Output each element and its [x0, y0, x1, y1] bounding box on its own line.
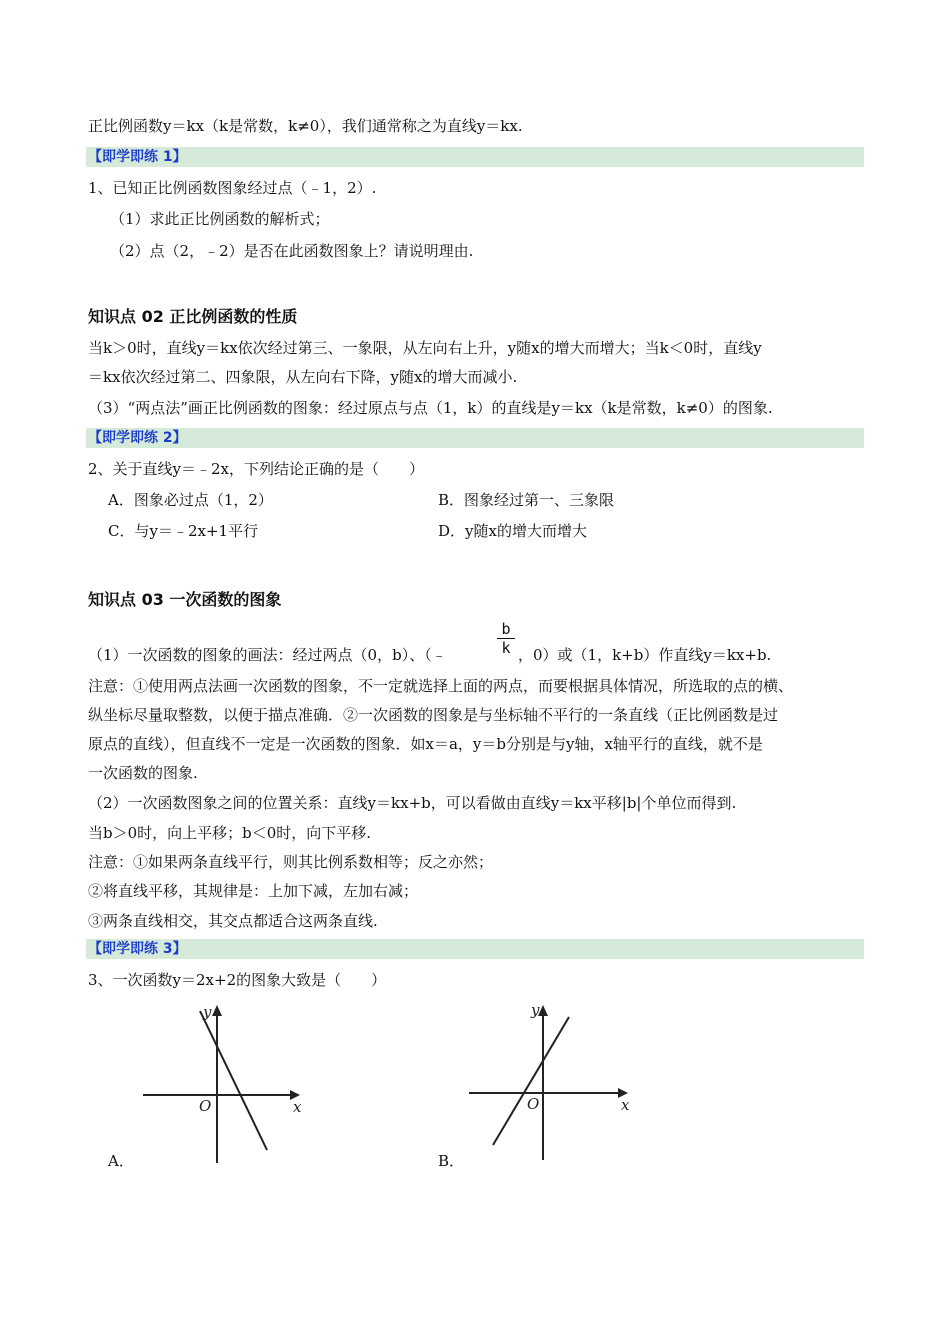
function-line — [200, 1011, 267, 1150]
x-axis-label: x — [293, 1098, 302, 1116]
question-2-option-b: B．图象经过第一、三象限 — [438, 491, 615, 509]
question-1-part-1: （1）求此正比例函数的解析式； — [110, 210, 330, 228]
note-line-4: 一次函数的图象. — [88, 764, 198, 782]
note-line-7: ③两条直线相交，其交点都适合这两条直线. — [88, 912, 378, 930]
graph-b-label: B． — [438, 1152, 465, 1170]
question-2-option-c: C．与y＝﹣2x+1平行 — [108, 522, 259, 540]
property-line-2: ＝kx依次经过第二、四象限，从左向右下降，y随x的增大而减小. — [88, 368, 518, 386]
fraction-b-over-k — [497, 620, 515, 657]
origin-label: O — [199, 1097, 212, 1115]
practice-band-1: 【即学即练 1】 — [86, 147, 864, 167]
practice-band-3: 【即学即练 3】 — [86, 939, 864, 959]
intro-line: 正比例函数y＝kx（k是常数，k≠0），我们通常称之为直线y＝kx. — [88, 117, 523, 135]
question-1: 1、已知正比例函数图象经过点（﹣1，2）. — [88, 179, 377, 197]
note-line-6: ②将直线平移，其规律是：上加下减，左加右减； — [88, 882, 419, 900]
drawing-method-line-post: ，0）或（1，k+b）作直线y＝kx+b. — [518, 646, 772, 664]
fraction-numerator: b — [497, 620, 515, 639]
y-axis-label: y — [203, 1003, 212, 1021]
graph-a-label: A． — [108, 1152, 134, 1170]
function-line — [493, 1017, 569, 1145]
section-heading-03: 知识点 03 一次函数的图象 — [88, 590, 282, 609]
note-line-3: 原点的直线），但直线不一定是一次函数的图象．如x＝a，y＝b分别是与y轴，x轴平行的直线，就不是 — [88, 735, 763, 753]
note-line-5: 注意：①如果两条直线平行，则其比例系数相等；反之亦然； — [88, 853, 494, 871]
practice-band-2: 【即学即练 2】 — [86, 428, 864, 448]
fraction-denominator: k — [501, 639, 511, 657]
origin-label: O — [527, 1095, 540, 1113]
question-2-option-a: A．图象必过点（1，2） — [108, 491, 273, 509]
y-axis-arrow — [538, 1005, 548, 1016]
position-relation-line: （2）一次函数图象之间的位置关系：直线y＝kx+b，可以看做由直线y＝kx平移|b|个单位而得到. — [88, 794, 737, 812]
note-line-2: 纵坐标尽量取整数，以便于描点准确．②一次函数的图象是与坐标轴不平行的一条直线（正比例函数是过 — [88, 706, 779, 724]
section-heading-02: 知识点 02 正比例函数的性质 — [88, 307, 298, 326]
y-axis-arrow — [212, 1005, 222, 1016]
graph-option-b — [463, 995, 663, 1170]
x-axis-label: x — [621, 1096, 630, 1114]
question-1-part-2: （2）点（2，﹣2）是否在此函数图象上？请说明理由. — [110, 242, 474, 260]
shift-rule-line: 当b＞0时，向上平移；b＜0时，向下平移. — [88, 824, 372, 842]
two-point-method-line: （3）“两点法”画正比例函数的图象：经过原点与点（1，k）的直线是y＝kx（k是常数，k≠0）的图象. — [88, 399, 773, 417]
question-2: 2、关于直线y＝﹣2x，下列结论正确的是（ ） — [88, 460, 425, 478]
question-2-option-d: D．y随x的增大而增大 — [438, 522, 587, 540]
note-line-1: 注意：①使用两点法画一次函数的图象，不一定就选择上面的两点，而要根据具体情况，所选取的点的横、 — [88, 677, 794, 695]
drawing-method-line-pre: （1）一次函数的图象的画法：经过两点（0，b）、（﹣ — [88, 646, 447, 664]
graph-option-a — [135, 995, 335, 1170]
question-3: 3、一次函数y＝2x+2的图象大致是（ ） — [88, 971, 387, 989]
property-line-1: 当k＞0时，直线y＝kx依次经过第三、一象限，从左向右上升，y随x的增大而增大；当k＜0时，直线y — [88, 339, 762, 357]
y-axis-label: y — [531, 1001, 540, 1019]
